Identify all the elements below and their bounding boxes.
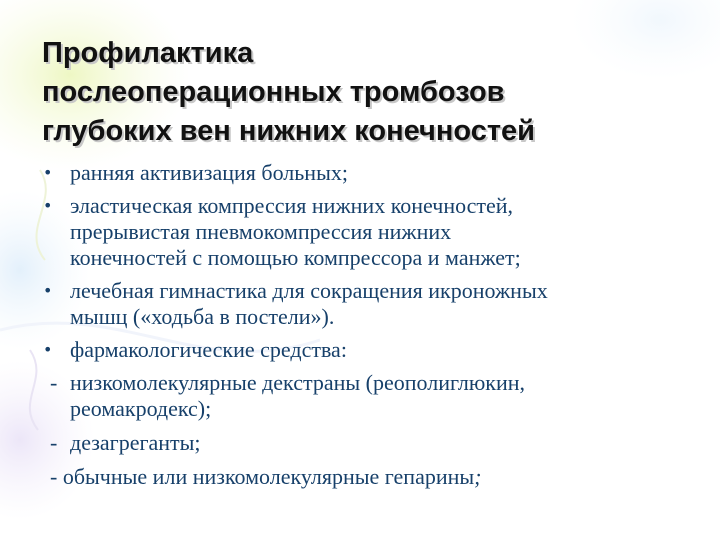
content-list	[40, 160, 700, 498]
dash-marker: -	[50, 464, 58, 489]
title-line: послеоперационных тромбозов	[42, 76, 505, 108]
bullet-line: прерывистая пневмокомпрессия нижних	[70, 219, 452, 244]
sub-item	[40, 464, 700, 490]
bullet-item	[40, 160, 700, 186]
bullet-line: эластическая компрессия нижних конечностей,	[70, 193, 514, 218]
bullet-marker: •	[43, 196, 53, 215]
sub-item-line: низкомолекулярные декстраны (реополиглюкин,	[70, 370, 526, 395]
dash-marker: -	[50, 370, 58, 395]
sub-item-line	[50, 464, 700, 490]
sub-item	[40, 370, 700, 422]
sub-item-line: дезагреганты;	[70, 430, 201, 455]
bullet-line: лечебная гимнастика для сокращения икроножных	[70, 278, 548, 303]
slide-title	[42, 34, 702, 151]
sub-item-line: реомакродекс);	[70, 396, 212, 421]
title-line: глубоких вен нижних конечностей	[42, 115, 535, 147]
bullet-marker: •	[43, 163, 53, 182]
sub-item-text: обычные или низкомолекулярные гепарины	[62, 464, 475, 489]
sub-item-tail: ;	[474, 464, 482, 489]
bullet-line: мышц («ходьба в постели»).	[70, 304, 335, 329]
bullet-marker: •	[43, 340, 53, 359]
title-line: Профилактика	[42, 37, 254, 69]
bullet-item	[40, 278, 700, 330]
sub-item	[40, 430, 700, 456]
bullet-line: конечностей с помощью компрессора и манжет;	[70, 245, 521, 270]
bullet-marker: •	[43, 281, 53, 300]
dash-marker: -	[50, 430, 58, 455]
bullet-item	[40, 337, 700, 363]
bullet-item	[40, 193, 700, 271]
bullet-line: фармакологические средства:	[70, 337, 347, 362]
bullet-line: ранняя активизация больных;	[70, 160, 348, 185]
